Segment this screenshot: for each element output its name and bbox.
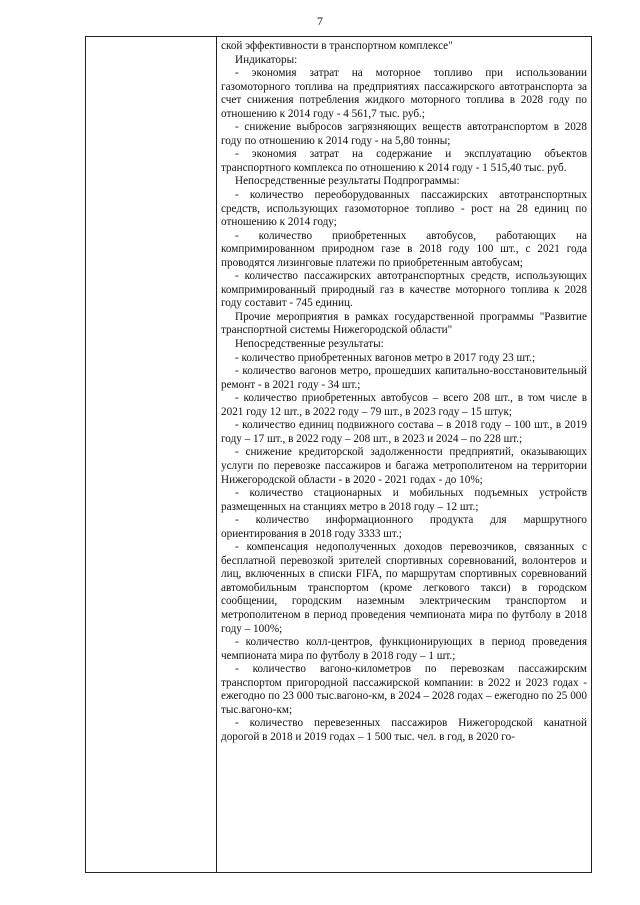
- paragraph: - экономия затрат на моторное топливо при использовании газомоторного топлива на предприятиях пассажирского автотранспорта за счет снижения потребления жидкого моторного топлива в 2028 году по отношению к 2014 году - 4 561,7 тыс. руб.;: [221, 67, 587, 120]
- paragraph: - количество перевезенных пассажиров Нижегородской канатной дорогой в 2018 и 2019 годах – 1 500 тыс. чел. в год, в 2020 го-: [221, 717, 587, 743]
- paragraph: - экономия затрат на содержание и эксплуатацию объектов транспортного комплекса по отношению к 2014 году - 1 515,40 тыс. руб.: [221, 148, 587, 174]
- paragraph: - количество вагонов метро, прошедших капитально-восстановительный ремонт - в 2021 году - 34 шт.;: [221, 365, 587, 391]
- paragraph: Непосредственные результаты:: [235, 338, 384, 351]
- paragraph: - количество вагоно-километров по перевозкам пассажирским транспортом пригородной пассажирской компании: в 2022 и 2023 годах - ежегодно по 23 000 тыс.вагоно-км, в 2024 – 2028 годах – ежегодно по 25 000 тыс.вагоно-км;: [221, 663, 587, 716]
- paragraph: - количество стационарных и мобильных подъемных устройств размещенных на станциях метро в 2018 году – 12 шт.;: [221, 487, 587, 513]
- document-table: [85, 36, 592, 873]
- paragraph: - количество информационного продукта для маршрутного ориентирования в 2018 году 3333 шт.;: [221, 514, 587, 540]
- paragraph: Индикаторы:: [235, 53, 298, 66]
- paragraph: Прочие мероприятия в рамках государственной программы "Развитие транспортной системы Нижегородской области": [221, 310, 587, 337]
- paragraph: - количество пассажирских автотранспортных средств, использующих компримированный природный газ в качестве моторного топлива к 2028 году составит - 745 единиц.: [221, 270, 587, 310]
- paragraph: - снижение кредиторской задолженности предприятий, оказывающих услуги по перевозке пассажиров и багажа метрополитеном на территории Нижегородской области - в 2020 - 2021 годах - до 10%;: [221, 446, 587, 486]
- paragraph: - снижение выбросов загрязняющих веществ автотранспортом в 2028 году по отношению к 2014 году - на 5,80 тонны;: [221, 121, 587, 147]
- paragraph: - количество приобретенных автобусов, работающих на компримированном природном газе в 2018 году 100 шт., с 2021 года проводятся лизинговые платежи по приобретенным автобусам;: [221, 229, 587, 269]
- paragraph: ской эффективности в транспортном комплексе": [221, 40, 453, 52]
- table-left-column: [86, 37, 217, 872]
- paragraph: - количество приобретенных автобусов – всего 208 шт., в том числе в 2021 году 12 шт., в 2022 году – 79 шт., в 2023 году – 15 штук;: [221, 392, 587, 418]
- paragraph: - количество приобретенных вагонов метро в 2017 году 23 шт.;: [235, 351, 536, 364]
- paragraph: Непосредственные результаты Подпрограммы:: [235, 175, 460, 188]
- paragraph: - компенсация недополученных доходов перевозчиков, связанных с бесплатной перевозкой зрителей спортивных соревнований, волонтеров и лиц, включенных в списки FIFA, по маршрутам спортивных соревнований автомобильным транспортом (кроме легкового такси) в городском сообщении, городским наземным электрическим транспортом и метрополитеном в период проведения чемпионата мира по футболу в 2018 году – 100%;: [221, 541, 587, 635]
- paragraph: - количество единиц подвижного состава – в 2018 году – 100 шт., в 2019 году – 17 шт., в 2022 году – 208 шт., в 2023 и 2024 – по 228 шт.;: [221, 419, 587, 445]
- paragraph: - количество переоборудованных пассажирских автотранспортных средств, использующих газомоторное топливо - рост на 28 единиц по отношению к 2014 году;: [221, 189, 587, 229]
- table-right-column: [217, 37, 591, 872]
- paragraph: - количество колл-центров, функционирующих в период проведения чемпионата мира по футболу в 2018 году – 1 шт.;: [221, 636, 587, 662]
- page-number: 7: [317, 14, 323, 28]
